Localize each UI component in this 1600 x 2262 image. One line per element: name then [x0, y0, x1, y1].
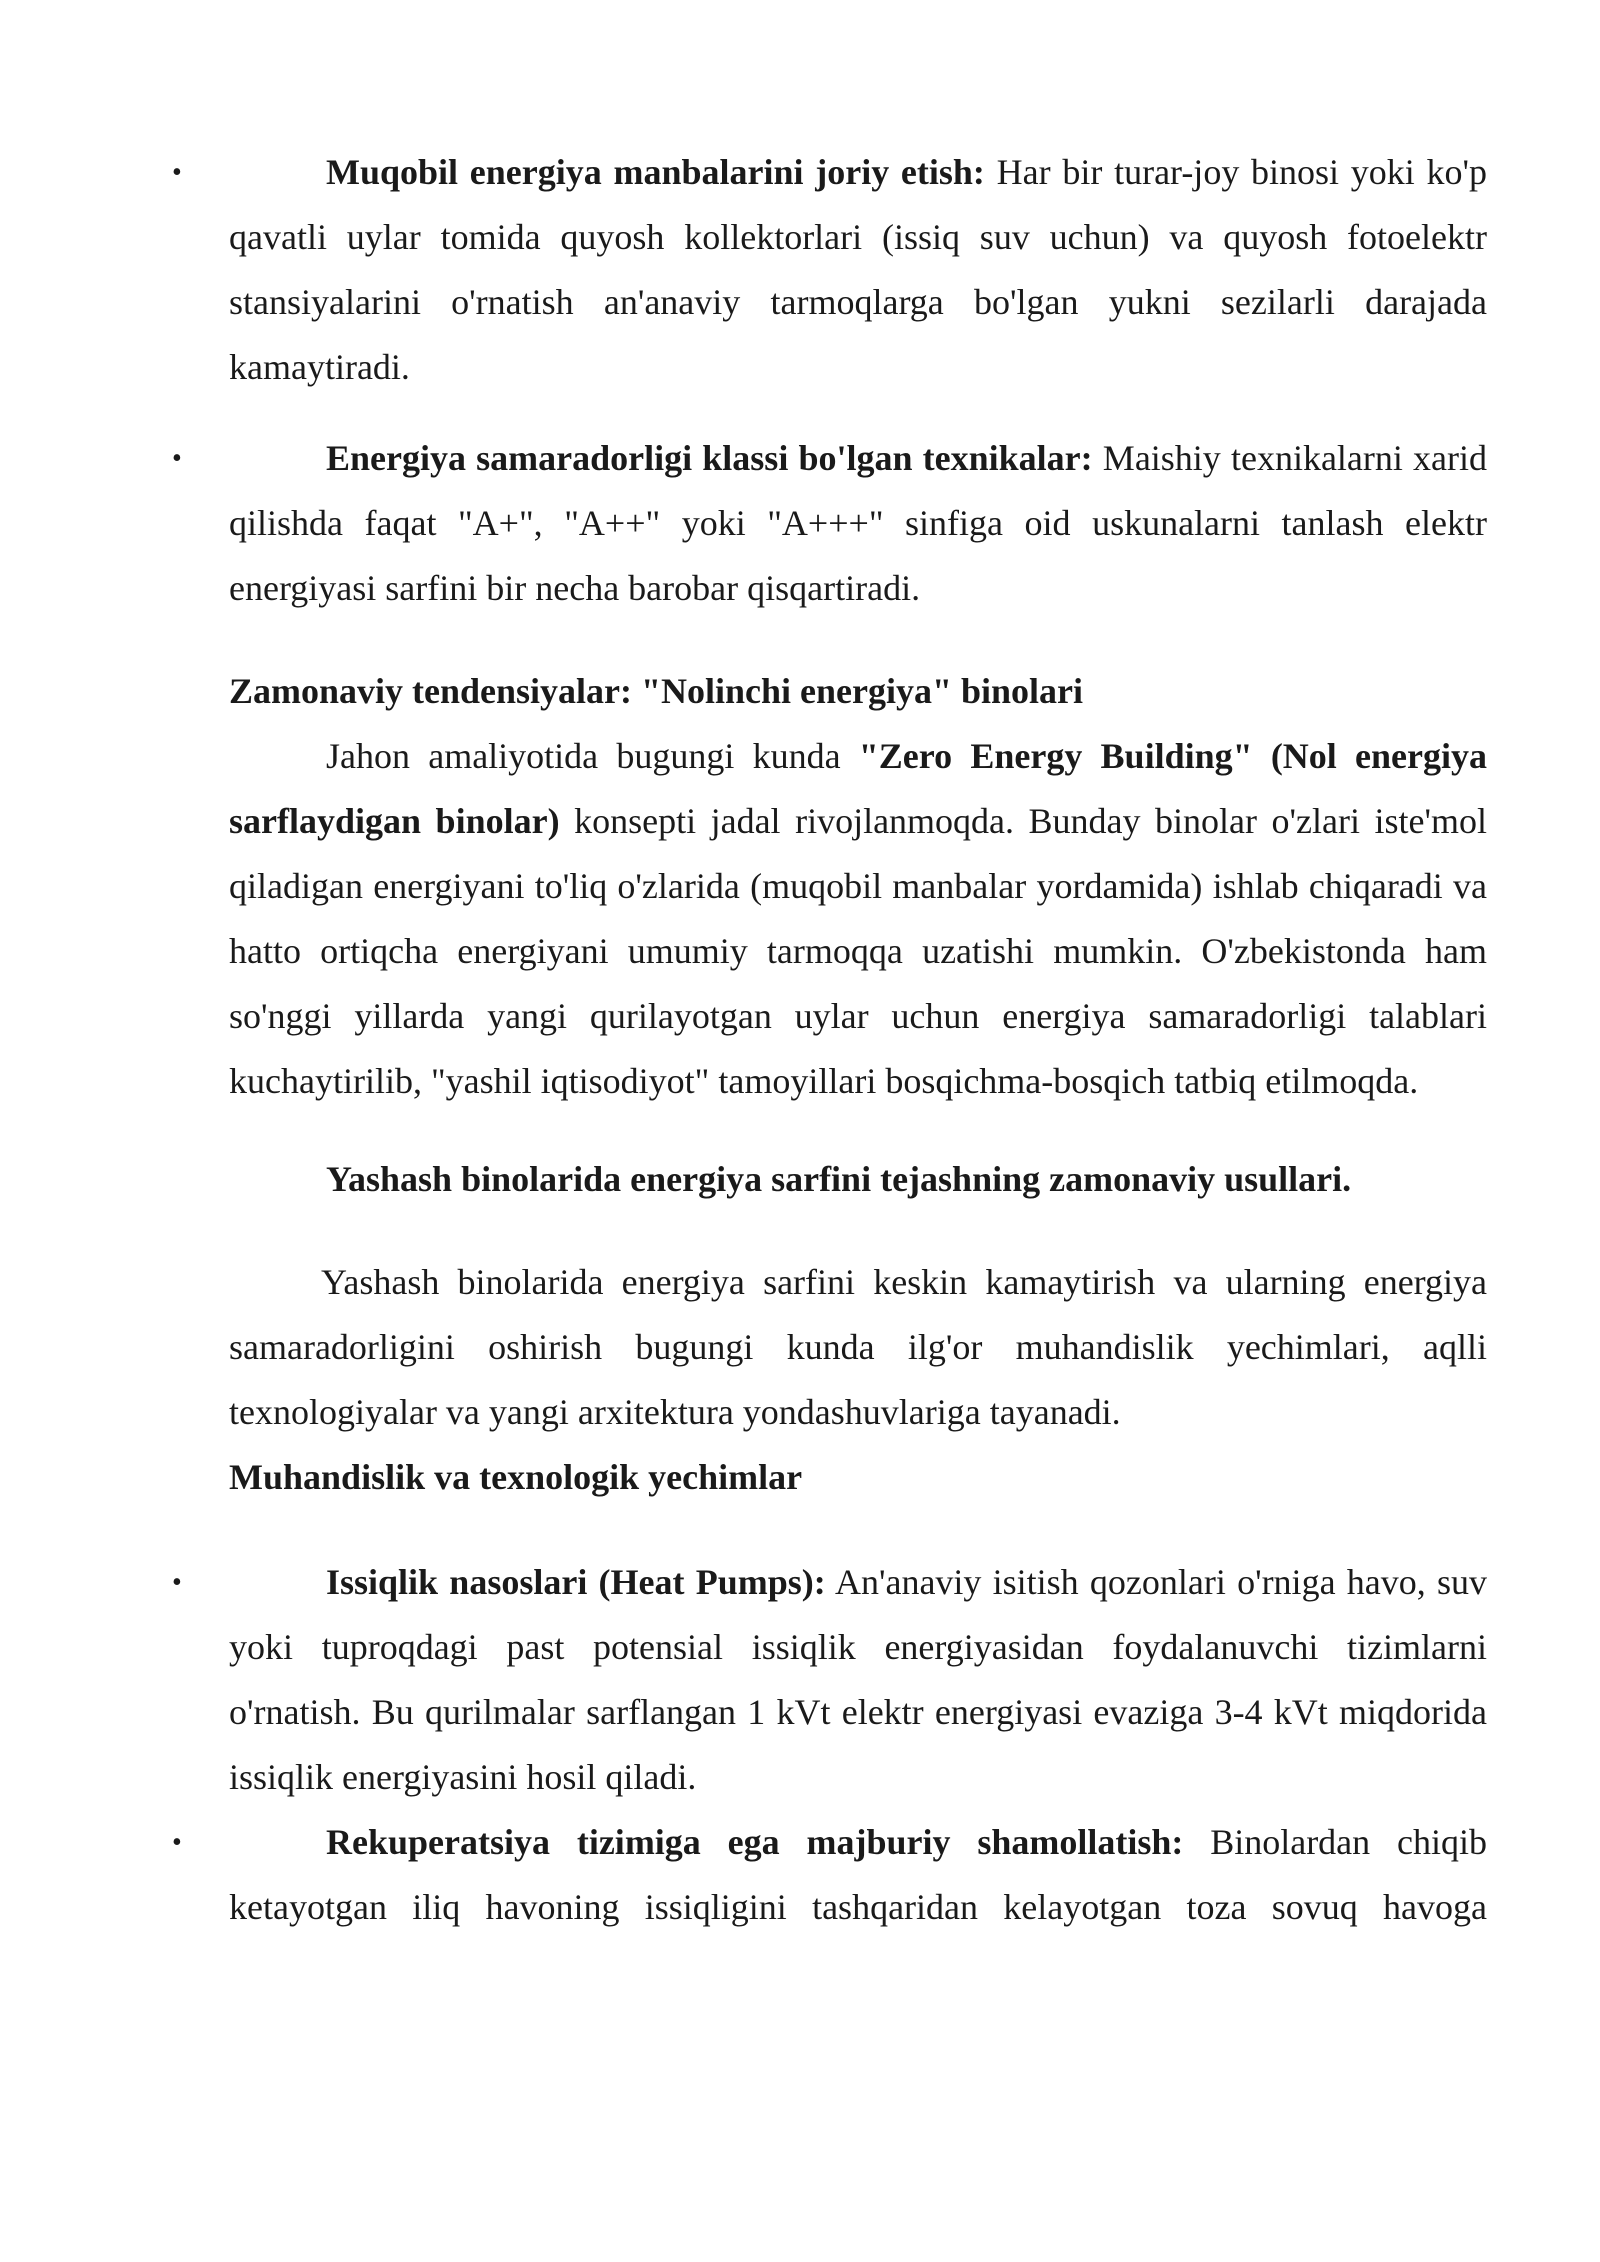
- list-item-title: Muqobil energiya manbalarini joriy etish:: [326, 152, 985, 192]
- list-item-body: Har bir turar-joy binosi yoki ko'p qavatli uylar tomida quyosh kollektorlari (issiq suv uchun) va quyosh fotoelektr stansiyalarini o'rnatish an'anaviy tarmoqlarga bo'lgan yukni sezilarli darajada kamaytiradi.: [229, 152, 1488, 387]
- list-item-text: [229, 140, 1487, 400]
- paragraph-bold: "Zero Energy Building" (Nol energiya sarflaydigan binolar): [229, 736, 1487, 841]
- bullet-icon: •: [172, 1827, 182, 1858]
- list-item-body: Maishiy texnikalarni xarid qilishda faqat "A+", "A++" yoki "A+++" sinfiga oid uskunalarni tanlash elektr energiyasi sarfini bir necha barobar qisqartiradi.: [229, 438, 1488, 608]
- list-item: [172, 1550, 1487, 1810]
- list-item: [172, 1810, 1487, 1940]
- list-item: [172, 140, 1488, 400]
- document-body: [172, 140, 1488, 1940]
- bullet-icon: •: [172, 157, 182, 188]
- list-item-text: [229, 426, 1487, 621]
- list-item-title: Energiya samaradorligi klassi bo'lgan texnikalar:: [326, 438, 1093, 478]
- paragraph-start: Jahon amaliyotida bugungi kunda: [326, 736, 859, 776]
- list-item-text: [229, 1550, 1487, 1810]
- section-intro: Yashash binolarida energiya sarfini keskin kamaytirish va ularning energiya samaradorligini oshirish bugungi kunda ilg'or muhandislik yechimlari, aqlli texnologiyalar va yangi arxitektura yondashuvlariga tayanadi.: [229, 1262, 1487, 1432]
- section-subheading: Muhandislik va texnologik yechimlar: [229, 1457, 803, 1497]
- list-item-title: Rekuperatsiya tizimiga ega majburiy shamollatish:: [326, 1822, 1184, 1862]
- section-heading: Zamonaviy tendensiyalar: "Nolinchi energiya" binolari: [229, 671, 1083, 711]
- list-item: [172, 426, 1488, 621]
- section-title: Yashash binolarida energiya sarfini tejashning zamonaviy usullari.: [326, 1159, 1352, 1199]
- section-paragraph: [229, 724, 1487, 1114]
- list-item-title: Issiqlik nasoslari (Heat Pumps):: [326, 1562, 826, 1602]
- paragraph-rest: konsepti jadal rivojlanmoqda. Bunday binolar o'zlari iste'mol qiladigan energiyani to'liq o'zlarida (muqobil manbalar yordamida) ishlab chiqaradi va hatto ortiqcha energiyani umumiy tarmoqqa uzatishi mumkin. O'zbekistonda ham so'nggi yillarda yangi qurilayotgan uylar uchun energiya samaradorligi talablari kuchaytirilib, "yashil iqtisodiyot" tamoyillari bosqichma-bosqich tatbiq etilmoqda.: [229, 801, 1487, 1101]
- bullet-icon: •: [172, 443, 182, 474]
- list-item-body: An'anaviy isitish qozonlari o'rniga havo, suv yoki tuproqdagi past potensial issiqlik energiyasidan foydalanuvchi tizimlarni o'rnatish. Bu qurilmalar sarflangan 1 kVt elektr energiyasi evaziga 3-4 kVt miqdorida issiqlik energiyasini hosil qiladi.: [229, 1562, 1487, 1797]
- list-item-text: [229, 1810, 1487, 1940]
- bullet-icon: •: [172, 1567, 182, 1598]
- list-item-body: Binolardan chiqib ketayotgan iliq havoning issiqligini tashqaridan kelayotgan toza sovuq havoga: [229, 1822, 1487, 1927]
